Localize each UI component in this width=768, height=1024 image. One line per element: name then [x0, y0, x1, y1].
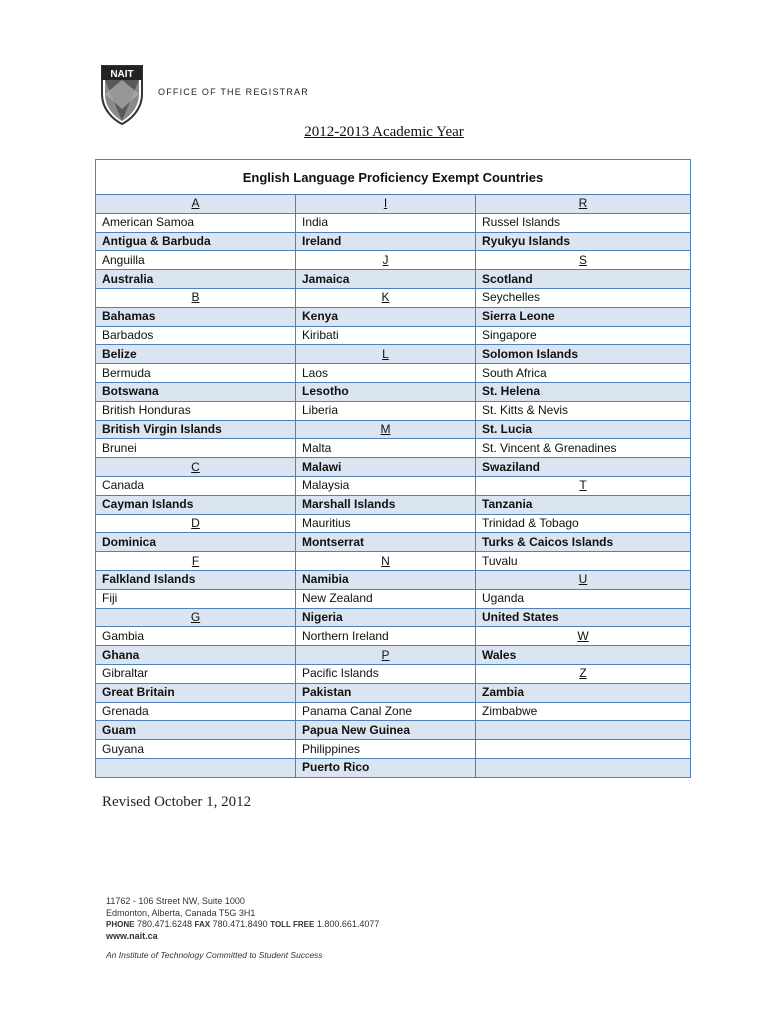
country-cell: Cayman Islands: [96, 495, 296, 514]
table-row: [96, 345, 691, 364]
website-link[interactable]: www.nait.ca: [106, 930, 158, 941]
country-cell: Anguilla: [96, 251, 296, 270]
country-cell: Guyana: [96, 740, 296, 759]
exempt-countries-table: [95, 159, 691, 778]
country-cell: Panama Canal Zone: [296, 702, 476, 721]
country-cell: Belize: [96, 345, 296, 364]
country-cell: Swaziland: [476, 458, 691, 477]
country-cell: Bahamas: [96, 307, 296, 326]
table-row: [96, 420, 691, 439]
table-row: [96, 514, 691, 533]
tollfree-label: TOLL FREE: [270, 920, 315, 929]
letter-heading: K: [296, 288, 476, 307]
country-cell: Russel Islands: [476, 213, 691, 232]
country-cell: Trinidad & Tobago: [476, 514, 691, 533]
country-cell: Ryukyu Islands: [476, 232, 691, 251]
country-cell: St. Kitts & Nevis: [476, 401, 691, 420]
country-cell: Turks & Caicos Islands: [476, 533, 691, 552]
country-cell: Sierra Leone: [476, 307, 691, 326]
country-cell: Grenada: [96, 702, 296, 721]
letter-heading: C: [96, 458, 296, 477]
letter-heading: U: [476, 570, 691, 589]
letter-heading: F: [96, 552, 296, 571]
country-cell: Mauritius: [296, 514, 476, 533]
table-row: [96, 758, 691, 777]
country-cell: Laos: [296, 364, 476, 383]
country-cell: Ghana: [96, 646, 296, 665]
letter-heading: D: [96, 514, 296, 533]
country-cell: St. Helena: [476, 382, 691, 401]
country-cell: Malta: [296, 439, 476, 458]
letter-heading: I: [296, 195, 476, 214]
country-cell: Northern Ireland: [296, 627, 476, 646]
table-row: [96, 288, 691, 307]
country-cell: Nigeria: [296, 608, 476, 627]
country-cell: Marshall Islands: [296, 495, 476, 514]
phone-label: PHONE: [106, 920, 135, 929]
fax-number: 780.471.8490: [212, 919, 268, 929]
country-cell: Lesotho: [296, 382, 476, 401]
country-cell: Great Britain: [96, 683, 296, 702]
letter-heading: G: [96, 608, 296, 627]
country-cell: Brunei: [96, 439, 296, 458]
country-cell: Gibraltar: [96, 664, 296, 683]
country-cell: Malaysia: [296, 476, 476, 495]
table-row: [96, 683, 691, 702]
country-cell: Puerto Rico: [296, 758, 476, 777]
table-row: [96, 307, 691, 326]
country-cell: Tanzania: [476, 495, 691, 514]
country-cell: Malawi: [296, 458, 476, 477]
country-cell: New Zealand: [296, 589, 476, 608]
office-name: OFFICE OF THE REGISTRAR: [158, 87, 309, 97]
country-cell: Botswana: [96, 382, 296, 401]
table-row: [96, 326, 691, 345]
table-row: [96, 364, 691, 383]
table-title: English Language Proficiency Exempt Countries: [96, 160, 691, 195]
letter-heading: Z: [476, 664, 691, 683]
country-cell: Kiribati: [296, 326, 476, 345]
table-row: [96, 608, 691, 627]
letter-heading: L: [296, 345, 476, 364]
empty-cell: [476, 740, 691, 759]
nait-logo: [100, 64, 144, 126]
country-cell: Namibia: [296, 570, 476, 589]
phone-number: 780.471.6248: [136, 919, 193, 929]
country-cell: Zimbabwe: [476, 702, 691, 721]
country-cell: Solomon Islands: [476, 345, 691, 364]
svg-text:NAIT: NAIT: [110, 69, 134, 80]
table-row: [96, 627, 691, 646]
country-cell: British Honduras: [96, 401, 296, 420]
country-cell: Seychelles: [476, 288, 691, 307]
country-cell: Tuvalu: [476, 552, 691, 571]
letter-heading: J: [296, 251, 476, 270]
footer-address-line1: 11762 - 106 Street NW, Suite 1000: [106, 896, 245, 906]
table-row: [96, 721, 691, 740]
tagline: An Institute of Technology Committed to Student Success: [106, 950, 323, 960]
table-row: [96, 533, 691, 552]
country-cell: Guam: [96, 721, 296, 740]
empty-cell: [476, 758, 691, 777]
country-cell: Wales: [476, 646, 691, 665]
country-cell: Papua New Guinea: [296, 721, 476, 740]
country-cell: India: [296, 213, 476, 232]
country-cell: Liberia: [296, 401, 476, 420]
country-cell: Philippines: [296, 740, 476, 759]
country-cell: Dominica: [96, 533, 296, 552]
table-row: [96, 270, 691, 289]
country-cell: Antigua & Barbuda: [96, 232, 296, 251]
table-row: [96, 646, 691, 665]
country-cell: Scotland: [476, 270, 691, 289]
tollfree-number: 1.800.661.4077: [316, 919, 380, 929]
country-cell: Jamaica: [296, 270, 476, 289]
table-row: [96, 458, 691, 477]
table-row: [96, 382, 691, 401]
country-cell: Fiji: [96, 589, 296, 608]
table-row: [96, 589, 691, 608]
country-cell: Ireland: [296, 232, 476, 251]
letter-heading: S: [476, 251, 691, 270]
fax-label: FAX: [194, 920, 211, 929]
country-cell: Barbados: [96, 326, 296, 345]
country-cell: Pacific Islands: [296, 664, 476, 683]
table-title-row: [96, 160, 691, 195]
letter-heading: R: [476, 195, 691, 214]
country-cell: Falkland Islands: [96, 570, 296, 589]
letter-heading: P: [296, 646, 476, 665]
table-row: [96, 552, 691, 571]
footer-address-line2: Edmonton, Alberta, Canada T5G 3H1: [106, 907, 256, 918]
letter-heading: T: [476, 476, 691, 495]
letter-heading: M: [296, 420, 476, 439]
table-row: [96, 213, 691, 232]
country-cell: Bermuda: [96, 364, 296, 383]
country-cell: Canada: [96, 476, 296, 495]
country-cell: British Virgin Islands: [96, 420, 296, 439]
footer: [106, 896, 379, 962]
footer-contact: [106, 919, 379, 931]
table-row: [96, 495, 691, 514]
country-cell: St. Vincent & Grenadines: [476, 439, 691, 458]
table-row: [96, 664, 691, 683]
table-row: [96, 476, 691, 495]
country-cell: Pakistan: [296, 683, 476, 702]
country-cell: Montserrat: [296, 533, 476, 552]
country-cell: St. Lucia: [476, 420, 691, 439]
country-cell: Australia: [96, 270, 296, 289]
country-cell: Gambia: [96, 627, 296, 646]
table-row: [96, 439, 691, 458]
table-row: [96, 232, 691, 251]
empty-cell: [96, 758, 296, 777]
letter-heading: N: [296, 552, 476, 571]
country-cell: Singapore: [476, 326, 691, 345]
table-row: [96, 251, 691, 270]
letter-heading: A: [96, 195, 296, 214]
country-cell: Kenya: [296, 307, 476, 326]
country-cell: Zambia: [476, 683, 691, 702]
letter-heading: W: [476, 627, 691, 646]
country-cell: South Africa: [476, 364, 691, 383]
letter-heading: B: [96, 288, 296, 307]
country-cell: United States: [476, 608, 691, 627]
table-row: [96, 570, 691, 589]
table-row: [96, 401, 691, 420]
country-cell: American Samoa: [96, 213, 296, 232]
table-row: [96, 740, 691, 759]
table-row: [96, 195, 691, 214]
country-cell: Uganda: [476, 589, 691, 608]
empty-cell: [476, 721, 691, 740]
revised-date: Revised October 1, 2012: [102, 794, 252, 810]
table-row: [96, 702, 691, 721]
academic-year: 2012-2013 Academic Year: [304, 124, 464, 140]
